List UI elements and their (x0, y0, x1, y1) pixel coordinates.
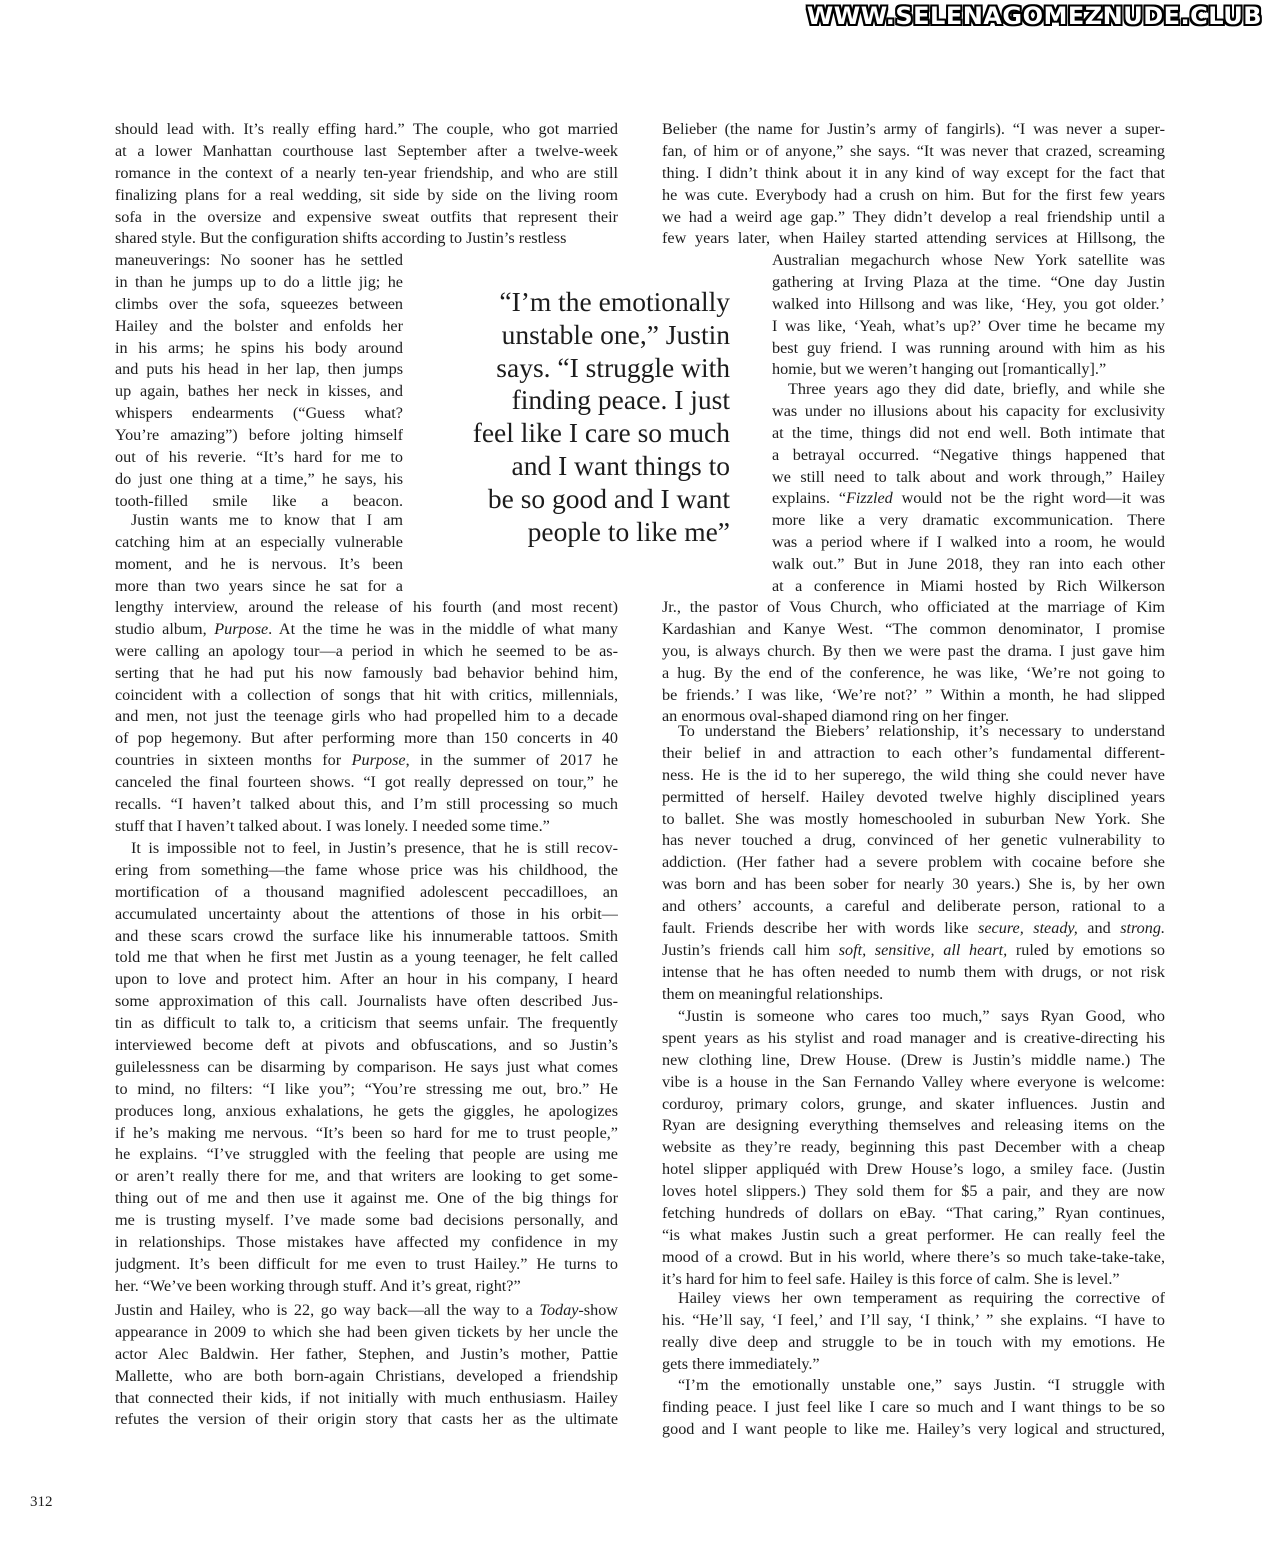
text-line: Justin’s friends call him soft, sensitive, all heart, ruled by emotions so (662, 940, 1165, 959)
col2-paragraph-4 (662, 1006, 1165, 1291)
text-line: has never touched a drug, convinced of her genetic vulnerability to (662, 831, 1165, 850)
watermark: WWW.SELENAGOMEZNUDE.CLUB (806, 2, 1262, 30)
col2-paragraph-3 (662, 721, 1165, 1006)
text-line: at a conference in Miami hosted by Rich Wilkerson (772, 577, 1165, 596)
text-line: if he’s making me nervous. “It’s been so hard for me to trust people,” (115, 1123, 618, 1142)
text-line: refutes the version of their origin story that casts her as the ultimate (115, 1410, 618, 1429)
text-line: and men, not just the teenage girls who had propelled him to a decade (115, 707, 618, 726)
col2-paragraph-2-narrow (772, 379, 1165, 598)
text-line: Justin and Hailey, who is 22, go way back—all the way to a Today-show (115, 1301, 618, 1319)
col2-paragraph-1-narrow (772, 250, 1165, 381)
text-line: mood of a crowd. But in his world, where there’s so much take-take-take, (662, 1247, 1165, 1266)
text-line: them on meaningful relationships. (662, 984, 884, 1003)
text-line: Hailey views her own temperament as requiring the corrective of (678, 1289, 1165, 1307)
text-line: appearance in 2009 to which she had been given tickets by her uncle the (115, 1322, 618, 1341)
text-line: some approximation of this call. Journalists have often described Jus- (115, 992, 618, 1011)
text-line: was a period where if I walked into a room, he would (772, 533, 1165, 552)
text-line: countries in sixteen months for Purpose, in the summer of 2017 he (115, 751, 618, 770)
pull-quote-line: feel like I care so much (472, 417, 730, 449)
pull-quote-line: people to like me” (527, 515, 730, 547)
text-line: his. “He’ll say, ‘I feel,’ and I’ll say, ‘I think,’ ” she explains. “I have to (662, 1310, 1165, 1329)
text-line: more than two years since he sat for a (115, 576, 403, 595)
text-line: website as they’re ready, beginning this past December with a cheap (662, 1138, 1165, 1157)
text-line: fan, of him or of anyone,” she says. “It was never that crazed, screaming (662, 141, 1165, 160)
text-line: vibe is a house in the San Fernando Valley where everyone is welcome: (662, 1072, 1165, 1091)
text-line: was born and has been sober for nearly 30 years.) She is, by her own (662, 875, 1165, 894)
text-line: recalls. “I haven’t talked about this, and I’m still processing so much (115, 795, 618, 814)
col1-paragraph-3 (115, 838, 618, 1298)
text-line: and these scars crowd the surface like his innumerable tattoos. Smith (115, 926, 618, 945)
text-line: canceled the final fourteen shows. “I got really depressed on tour,” he (115, 773, 618, 792)
text-line: you, is always church. By then we were past the drama. I just gave him (662, 641, 1165, 660)
text-line: Jr., the pastor of Vous Church, who officiated at the marriage of Kim (662, 598, 1165, 616)
text-line: coincident with a collection of songs that hit with critics, millennials, (115, 685, 618, 704)
text-line: accumulated uncertainty about the attentions of those in his orbit— (115, 904, 618, 923)
text-line: few years later, when Hailey started attending services at Hillsong, the (662, 229, 1165, 248)
col2-paragraph-6 (662, 1375, 1165, 1441)
pull-quote-line: unstable one,” Justin (501, 318, 730, 350)
text-line: I was like, ‘Yeah, what’s up?’ Over time he became my (772, 316, 1165, 335)
text-line: judgment. It’s been difficult for me even to trust Hailey.” He turns to (115, 1254, 618, 1273)
text-line: in relationships. Those mistakes have affected my confidence in my (115, 1233, 618, 1252)
text-line: addiction. (Her father had a severe problem with cocaine before she (662, 853, 1165, 872)
text-line: good and I want people to like me. Hailey’s very logical and structured, (662, 1419, 1165, 1438)
text-line: Mallette, who are both born-again Christians, developed a friendship (115, 1366, 618, 1385)
text-line: gathering at Irving Plaza at the time. “One day Justin (772, 272, 1165, 291)
col1-paragraph-2-narrow (115, 510, 403, 598)
text-line: upon to love and protect him. After an hour in his company, I heard (115, 970, 618, 989)
text-line: Ryan are designing everything themselves and releasing items on the (662, 1116, 1165, 1135)
page-number: 312 (30, 1494, 53, 1510)
text-line: Justin wants me to know that I am (131, 511, 403, 529)
text-line: climbs over the sofa, squeezes between (115, 294, 403, 313)
text-line: new clothing line, Drew House. (Drew is Justin’s middle name.) The (662, 1050, 1165, 1069)
text-line: really dive deep and struggle to be in touch with my emotions. He (662, 1332, 1165, 1351)
col1-paragraph-2 (115, 597, 618, 838)
text-line: finding peace. I just feel like I care so much and I want things to be so (662, 1397, 1165, 1416)
text-line: and others’ accounts, a careful and deliberate person, rational to a (662, 897, 1165, 916)
col2-paragraph-1 (662, 119, 1165, 250)
text-line: in than he jumps up to do a little jig; he (115, 272, 403, 291)
pull-quote-line: says. “I struggle with (496, 351, 730, 383)
pull-quote-line: and I want things to (511, 449, 730, 481)
pull-quote (452, 286, 730, 548)
text-line: guilelessness can be disarming by comparison. He says just what comes (115, 1057, 618, 1076)
text-line: fault. Friends describe her with words like secure, steady, and strong. (662, 919, 1165, 938)
text-line: produces long, anxious exhalations, he gets the giggles, he apologizes (115, 1101, 618, 1120)
text-line: intense that he has often needed to numb them with drugs, or not risk (662, 962, 1165, 981)
text-line: was under no illusions about his capacity for exclusivity (772, 401, 1165, 420)
text-line: should lead with. It’s really effing hard.” The couple, who got married (115, 120, 618, 138)
text-line: corduroy, primary colors, grunge, and skater influences. Justin and (662, 1094, 1165, 1113)
text-line: explains. “Fizzled would not be the right word—it was (772, 489, 1165, 508)
text-line: to ballet. She was mostly homeschooled in suburban New York. She (662, 809, 1165, 828)
text-line: do just one thing at a time,” he says, his (115, 469, 403, 488)
text-line: Hailey and the bolster and enfolds her (115, 316, 403, 335)
col2-paragraph-2 (662, 597, 1165, 728)
pull-quote-line: be so good and I want (487, 482, 730, 514)
col2-paragraph-5 (662, 1288, 1165, 1376)
text-line: and puts his head in her lap, then jumps (115, 360, 403, 379)
text-line: spent years as his stylist and road manager and is creative-directing his (662, 1028, 1165, 1047)
text-line: me is trusting myself. I’ve made some bad decisions personally, and (115, 1211, 618, 1230)
text-line: fetching hundreds of dollars on eBay. “That caring,” Ryan continues, (662, 1204, 1165, 1223)
text-line: actor Alec Baldwin. Her father, Stephen, and Justin’s mother, Pattie (115, 1344, 618, 1363)
text-line: It is impossible not to feel, in Justin’s presence, that he is still recov- (131, 839, 618, 857)
pull-quote-line: “I’m the emotionally (499, 286, 730, 317)
text-line: it’s hard for him to feel safe. Hailey is this force of calm. She is level.” (662, 1269, 1120, 1288)
text-line: were calling an apology tour—a period in which he seemed to be as- (115, 641, 618, 660)
text-line: to mind, no filters: “I like you”; “You’re stressing me out, bro.” He (115, 1079, 618, 1098)
text-line: he was cute. Everybody had a crush on him. But for the first few years (662, 185, 1165, 204)
text-line: thing. I didn’t think about it in any kind of way except for the fact that (662, 163, 1165, 182)
text-line: Three years ago they did date, briefly, and while she (788, 380, 1165, 398)
text-line: her. “We’ve been working through stuff. And it’s great, right?” (115, 1276, 521, 1295)
text-line: interviewed become deft at pivots and obfuscations, and so Justin’s (115, 1036, 618, 1055)
text-line: permitted of herself. Hailey devoted twelve highly disciplined years (662, 787, 1165, 806)
text-line: be friends.’ I was like, ‘We’re not?’ ” Within a month, he had slipped (662, 685, 1165, 704)
text-line: sofa in the oversize and expensive sweat outfits that represent their (115, 207, 618, 226)
text-line: a betrayal occurred. “Negative things happened that (772, 445, 1165, 464)
text-line: mortification of a thousand magnified adolescent peccadilloes, an (115, 882, 618, 901)
text-line: we still need to talk about and work through,” Hailey (772, 467, 1165, 486)
text-line: shared style. But the configuration shifts according to Justin’s restless (115, 229, 567, 248)
text-line: out of his reverie. “It’s hard for me to (115, 448, 403, 467)
text-line: we had a weird age gap.” They didn’t develop a real friendship until a (662, 207, 1165, 226)
text-line: Australian megachurch whose New York satellite was (772, 251, 1165, 269)
col1-paragraph-1 (115, 119, 618, 250)
text-line: serting that he had put his now famously bad behavior behind him, (115, 663, 618, 682)
text-line: of pop hegemony. But after performing more than 150 concerts in 40 (115, 729, 618, 748)
text-line: or aren’t really there for me, and that writers are looking to get some- (115, 1167, 618, 1186)
text-line: in his arms; he spins his body around (115, 338, 403, 357)
text-line: he explains. “I’ve struggled with the feeling that people are using me (115, 1145, 618, 1164)
text-line: walked into Hillsong and was like, ‘Hey, you got older.’ (772, 294, 1165, 313)
text-line: best guy friend. I was running around with him as his (772, 338, 1165, 357)
text-line: catching him at an especially vulnerable (115, 532, 403, 551)
text-line: a hug. By the end of the conference, he was like, ‘We’re not going to (662, 663, 1165, 682)
pull-quote-line: finding peace. I just (511, 384, 730, 416)
text-line: “is what makes Justin such a great performer. He can really feel the (662, 1225, 1165, 1244)
text-line: gets there immediately.” (662, 1354, 820, 1373)
text-line: maneuverings: No sooner has he settled (115, 251, 403, 269)
text-line: Kardashian and Kanye West. “The common denominator, I promise (662, 619, 1165, 638)
text-line: lengthy interview, around the release of his fourth (and most recent) (115, 598, 618, 616)
text-line: hotel slipper appliquéd with Drew House’s logo, a smiley face. (Justin (662, 1160, 1165, 1179)
text-line: stuff that I haven’t talked about. I was lonely. I needed some time.” (115, 816, 550, 835)
text-line: finalizing plans for a real wedding, sit side by side on the living room (115, 185, 618, 204)
text-line: moment, and he is nervous. It’s been (115, 554, 403, 573)
text-line: To understand the Biebers’ relationship, it’s necessary to understand (678, 722, 1165, 740)
text-line: walk out.” But in June 2018, they ran into each other (772, 555, 1165, 574)
text-line: up again, bathes her neck in kisses, and (115, 382, 403, 401)
text-line: at the time, things did not end well. Both intimate that (772, 423, 1165, 442)
text-line: loves hotel slippers.) They sold them for $5 a pair, and they are now (662, 1182, 1165, 1201)
text-line: You’re amazing”) before jolting himself (115, 426, 403, 445)
text-line: their belief in and attraction to each other’s fundamental different- (662, 743, 1165, 762)
text-line: tin as difficult to talk to, a criticism that seems unfair. The frequently (115, 1014, 618, 1033)
text-line: an enormous oval-shaped diamond ring on her finger. (662, 707, 1010, 726)
text-line: romance in the context of a nearly ten-year friendship, and who are still (115, 163, 618, 182)
text-line: tooth-filled smile like a beacon. (115, 491, 403, 510)
text-line: Belieber (the name for Justin’s army of fangirls). “I was never a super- (662, 120, 1165, 138)
col1-paragraph-1-narrow (115, 250, 403, 513)
text-line: homie, but we weren’t hanging out [romantically].” (772, 360, 1107, 379)
col1-paragraph-4 (115, 1300, 618, 1431)
text-line: told me that when he first met Justin as a young teenager, he felt called (115, 948, 618, 967)
text-line: whispers endearments (“Guess what? (115, 404, 403, 423)
text-line: ness. He is the id to her superego, the wild thing she could never have (662, 765, 1165, 784)
text-line: studio album, Purpose. At the time he was in the middle of what many (115, 619, 618, 638)
text-line: “I’m the emotionally unstable one,” says Justin. “I struggle with (678, 1376, 1165, 1394)
text-line: ering from something—the fame whose price was his childhood, the (115, 860, 618, 879)
text-line: that connected their kids, if not initially with much enthusiasm. Hailey (115, 1388, 618, 1407)
text-line: more like a very dramatic excommunication. There (772, 511, 1165, 530)
text-line: “Justin is someone who cares too much,” says Ryan Good, who (678, 1007, 1165, 1025)
text-line: thing out of me and then use it against me. One of the big things for (115, 1189, 618, 1208)
text-line: at a lower Manhattan courthouse last September after a twelve-week (115, 141, 618, 160)
